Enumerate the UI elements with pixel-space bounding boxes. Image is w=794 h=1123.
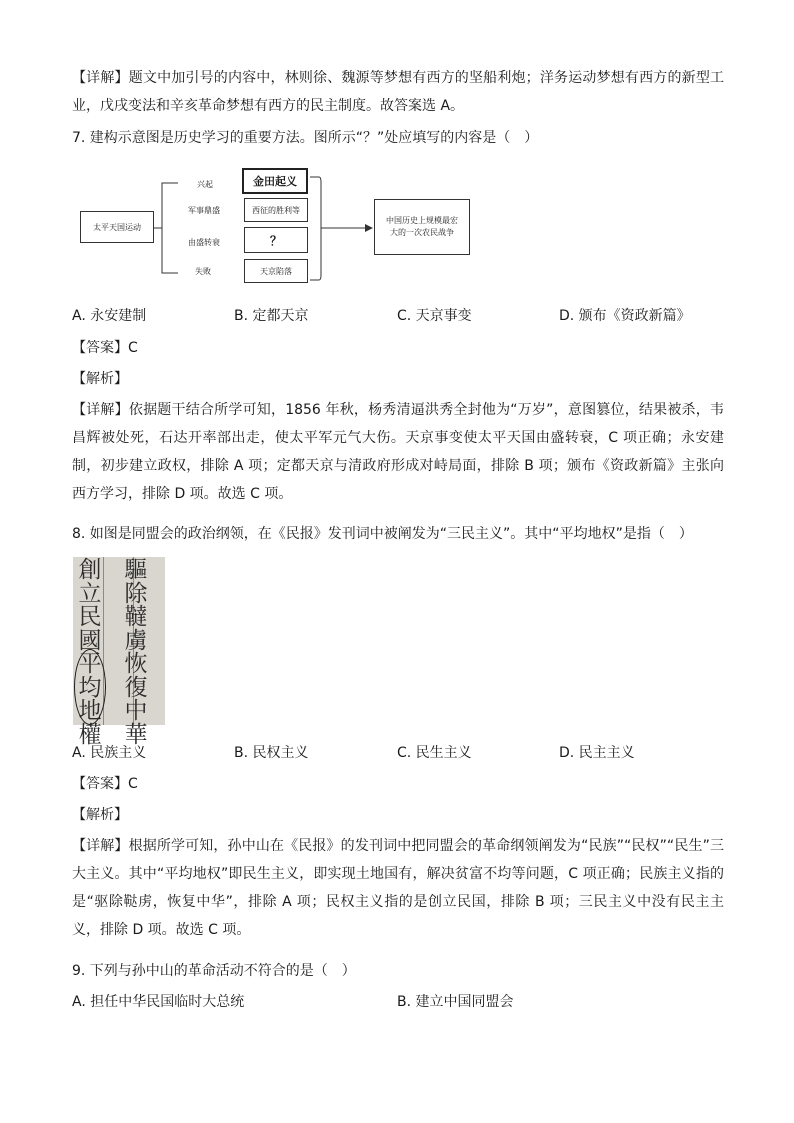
detail-paragraph: 【详解】依据题干结合所学可知，1856 年秋，杨秀清逼洪秀全封他为“万岁”，意图篡位，结果被杀，韦昌辉被处死，石达开率部出走，使太平军元气大伤。天京事变使太平天国由盛转衰，C 项正确；永安建制，初步建立政权，排除 A 项；定都天京与清政府形成对峙局面，排除 B 项；颁布《资政新篇》主张向西方学习，排除 D 项。故选 C 项。 [72,402,724,502]
calligraphy-image [73,557,165,748]
left-bracket [162,183,178,273]
option-c: C. 民生主义 [397,745,472,761]
highlight-ellipse [74,649,106,725]
stage-label: 由盛转衰 [188,238,220,247]
right-bracket [310,177,321,280]
option-a: A. 担任中华民国临时大总统 [72,994,245,1010]
answer-label: 【答案】C [72,340,138,356]
event-box [242,168,308,194]
option-a: A. 民族主义 [72,745,147,761]
arrow-head [365,224,373,232]
calligraphy-column-left: 創 立 民 國 平 均 地 權 [78,557,102,748]
detail-paragraph: 【详解】根据所学可知，孙中山在《民报》的发刊词中把同盟会的革命纲领阐发为“民族”“民权”“民生”三大主义。其中“平均地权”即民生主义，即实现土地国有，解决贫富不均等问题，C 项正确；民族主义指的是“驱除鞑虏，恢复中华”，排除 A 项；民权主义指的是创立民国，排除 B 项；三民主义中没有民主主义，排除 D 项。故选 C 项。 [72,838,724,938]
source-box [80,211,154,243]
option-d: D. 民主主义 [559,745,635,761]
result-label: 中国历史上规模最宏大的一次农民战争 [386,216,458,237]
analysis-label: 【解析】 [72,371,128,387]
answer-label: 【答案】C [72,776,138,792]
event-label: 西征的胜利等 [252,205,300,215]
stage-label: 失败 [195,267,211,276]
event-label: 天京陷落 [260,266,292,276]
option-c: C. 天京事变 [397,308,472,324]
calligraphy-column-right: 驅 除 韃 虜 恢 復 中 華 [124,557,148,748]
question-8-stem: 8. 如图是同盟会的政治纲领，在《民报》发刊词中被阐发为“三民主义”。其中“平均地权”是指（ ） [72,526,693,542]
question-9-stem: 9. 下列与孙中山的革命活动不符合的是（ ） [72,963,356,979]
event-label: ？ [269,233,282,248]
result-box [374,199,470,255]
stage-label: 兴起 [197,180,213,189]
source-label: 太平天国运动 [93,222,141,232]
question-7-stem: 7. 建构示意图是历史学习的重要方法。图所示“？”处应填写的内容是（ ） [72,130,539,146]
option-b: B. 定都天京 [234,308,309,324]
event-box [244,259,308,283]
event-box-unknown [244,227,308,253]
option-b: B. 建立中国同盟会 [397,994,514,1010]
diagram-connectors [0,0,794,300]
option-d: D. 颁布《资政新篇》 [559,308,691,324]
analysis-label: 【解析】 [72,807,128,823]
option-b: B. 民权主义 [234,745,309,761]
detail-paragraph: 【详解】题文中加引号的内容中，林则徐、魏源等梦想有西方的坚船利炮；洋务运动梦想有西方的新型工业，戊戌变法和辛亥革命梦想有西方的民主制度。故答案选 A。 [72,70,724,114]
option-a: A. 永安建制 [72,308,147,324]
event-box [244,198,308,222]
stage-label: 军事鼎盛 [188,206,220,215]
event-label: 金田起义 [253,175,297,188]
